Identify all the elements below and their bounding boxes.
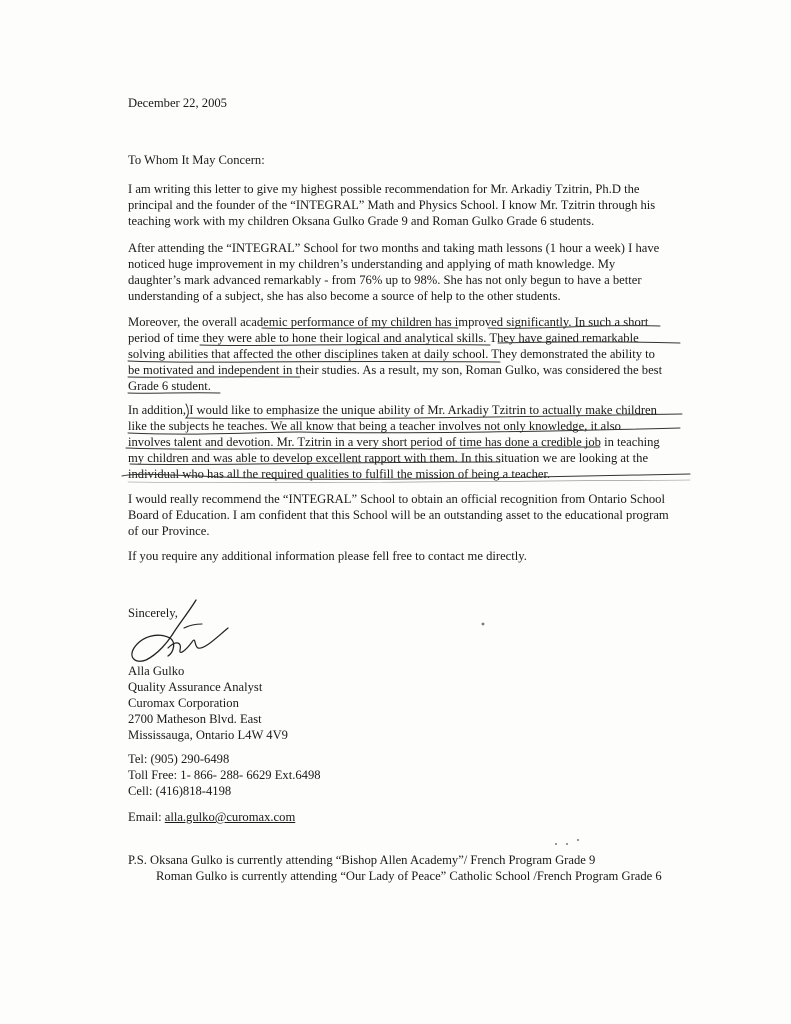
signer-name: Alla Gulko xyxy=(128,664,185,678)
signer-details xyxy=(128,663,693,743)
text-line: like the subjects he teaches. We all know that being a teacher involves not only knowledge, it also xyxy=(128,419,621,433)
handwritten-signature xyxy=(124,598,234,664)
text-line: principal and the founder of the “INTEGRAL” Math and Physics School. I know Mr. Tzitrin through his xyxy=(128,198,656,212)
text-line: In addition, I would like to emphasize the unique ability of Mr. Arkadiy Tzitrin to actually make children xyxy=(128,403,657,417)
text-line: daughter’s mark advanced remarkably - from 76% up to 98%. She has not only begun to have a better xyxy=(128,273,642,287)
text-line: Grade 6 student. xyxy=(128,379,211,393)
text-line: Moreover, the overall academic performance of my children has improved significantly. In such a short xyxy=(128,315,649,329)
text-line: I am writing this letter to give my highest possible recommendation for Mr. Arkadiy Tzitrin, Ph.D the xyxy=(128,182,640,196)
phone-toll-free: Toll Free: 1- 866- 288- 6629 Ext.6498 xyxy=(128,768,321,782)
signer-address-2: Mississauga, Ontario L4W 4V9 xyxy=(128,728,288,742)
text-line: noticed huge improvement in my children’s understanding and applying of math knowledge. My xyxy=(128,257,616,271)
text-line: teaching work with my children Oksana Gulko Grade 9 and Roman Gulko Grade 6 students. xyxy=(128,214,595,228)
text-line: After attending the “INTEGRAL” School for two months and taking math lessons (1 hour a week) I have xyxy=(128,241,660,255)
email-address-link[interactable]: alla.gulko@curomax.com xyxy=(164,810,296,824)
ps-line: Roman Gulko is currently attending “Our Lady of Peace” Catholic School /French Program Grade 6 xyxy=(156,869,662,883)
signer-address-1: 2700 Matheson Blvd. East xyxy=(128,712,262,726)
paragraph-improvement xyxy=(128,240,693,304)
text-line: solving abilities that affected the other disciplines taken at daily school. They demonstrated the ability to xyxy=(128,347,655,361)
paragraph-recommendation xyxy=(128,491,693,539)
text-line: be motivated and independent in their studies. As a result, my son, Roman Gulko, was considered the best xyxy=(128,363,663,377)
signer-title: Quality Assurance Analyst xyxy=(128,680,263,694)
phone-tel: Tel: (905) 290-6498 xyxy=(128,752,230,766)
signer-company: Curomax Corporation xyxy=(128,696,239,710)
text-line: of our Province. xyxy=(128,524,210,538)
text-line: understanding of a subject, she has also become a source of help to the other students. xyxy=(128,289,561,303)
text-line: I would really recommend the “INTEGRAL” School to obtain an official recognition from Ontario School xyxy=(128,492,665,506)
closing: Sincerely, xyxy=(128,606,178,620)
letter-date: December 22, 2005 xyxy=(128,96,227,110)
text-line: Board of Education. I am confident that this School will be an outstanding asset to the educational program xyxy=(128,508,669,522)
text-line: my children and was able to develop excellent rapport with them. In this situation we are looking at the xyxy=(128,451,649,465)
text-line: involves talent and devotion. Mr. Tzitrin in a very short period of time has done a credible job in teaching xyxy=(128,435,660,449)
paragraph-introduction xyxy=(128,181,693,229)
phone-cell: Cell: (416)818-4198 xyxy=(128,784,232,798)
email-line xyxy=(128,809,693,825)
paragraph-teaching-ability xyxy=(128,402,693,482)
paragraph-performance xyxy=(128,314,693,394)
text-line: individual who has all the required qualities to fulfill the mission of being a teacher. xyxy=(128,467,551,481)
text-line: period of time they were able to hone their logical and analytical skills. They have gained remarkable xyxy=(128,331,639,345)
ps-line: P.S. Oksana Gulko is currently attending “Bishop Allen Academy”/ French Program Grade 9 xyxy=(128,853,596,867)
postscript xyxy=(128,852,693,884)
email-label: Email: xyxy=(128,810,165,824)
salutation: To Whom It May Concern: xyxy=(128,153,265,167)
paragraph-contact-offer: If you require any additional information please fell free to contact me directly. xyxy=(128,549,527,563)
contact-numbers xyxy=(128,751,693,799)
